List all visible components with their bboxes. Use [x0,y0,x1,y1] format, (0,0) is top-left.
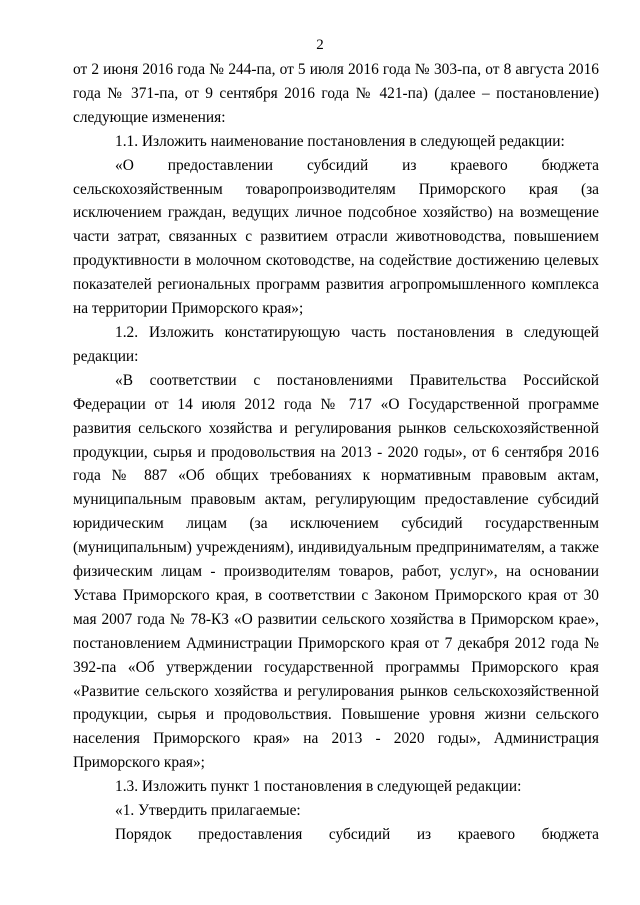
paragraph-preamble: «В соответствии с постановлениями Правительства Российской Федерации от 14 июля 2012 года № 717 «О Государственной программе развития сельского хозяйства и регулирования рынков сельскохозяйственной продукции, сырья и продовольствия на 2013 - 2020 годы», от 6 сентября 2016 года № 887 «Об общих требованиях к нормативным правовым актам, муниципальным правовым актам, регулирующим предоставление субсидий юридическим лицам (за исключением субсидий государственным (муниципальным) учреждениям), индивидуальным предпринимателям, а также физическим лицам - производителям товаров, работ, услуг», на основании Устава Приморского края, в соответствии с Законом Приморского края от 30 мая 2007 года № 78-КЗ «О развитии сельского хозяйства в Приморском крае», постановлением Администрации Приморского края от 7 декабря 2012 года № 392-па «Об утверждении государственной программы Приморского края «Развитие сельского хозяйства и регулирования рынков сельскохозяйственной продукции, сырья и продовольствия. Повышение уровня жизни сельского населения Приморского края» на 2013 - 2020 годы», Администрация Приморского края»; [73,371,599,772]
paragraph-item-1-2: 1.2. Изложить констатирующую часть постановления в следующей редакции: [73,323,599,365]
paragraph-item-1-3: 1.3. Изложить пункт 1 постановления в следующей редакции: [115,778,522,796]
paragraph-intro-continuation: от 2 июня 2016 года № 244-па, от 5 июля 2016 года № 303-па, от 8 августа 2016 года № 371-па, от 9 сентября 2016 года № 421-па) (далее – постановление) следующие изменения: [73,61,599,126]
page-number: 2 [316,37,324,53]
paragraph-procedure-start: Порядок предоставления субсидий из краевого бюджета [115,826,599,843]
paragraph-item-1-1: 1.1. Изложить наименование постановления в следующей редакции: [115,132,565,150]
paragraph-approve: «1. Утвердить прилагаемые: [115,802,301,820]
paragraph-new-title: «О предоставлении субсидий из краевого бюджета сельскохозяйственным товаропроизводителям Приморского края (за исключением граждан, ведущих личное подсобное хозяйство) на возмещение части затрат, связанных с развитием отрасли животноводства, повышением продуктивности в молочном скотоводстве, на содействие достижению целевых показателей региональных программ развития агропромышленного комплекса на территории Приморского края»; [73,156,599,318]
document-body [73,58,599,847]
